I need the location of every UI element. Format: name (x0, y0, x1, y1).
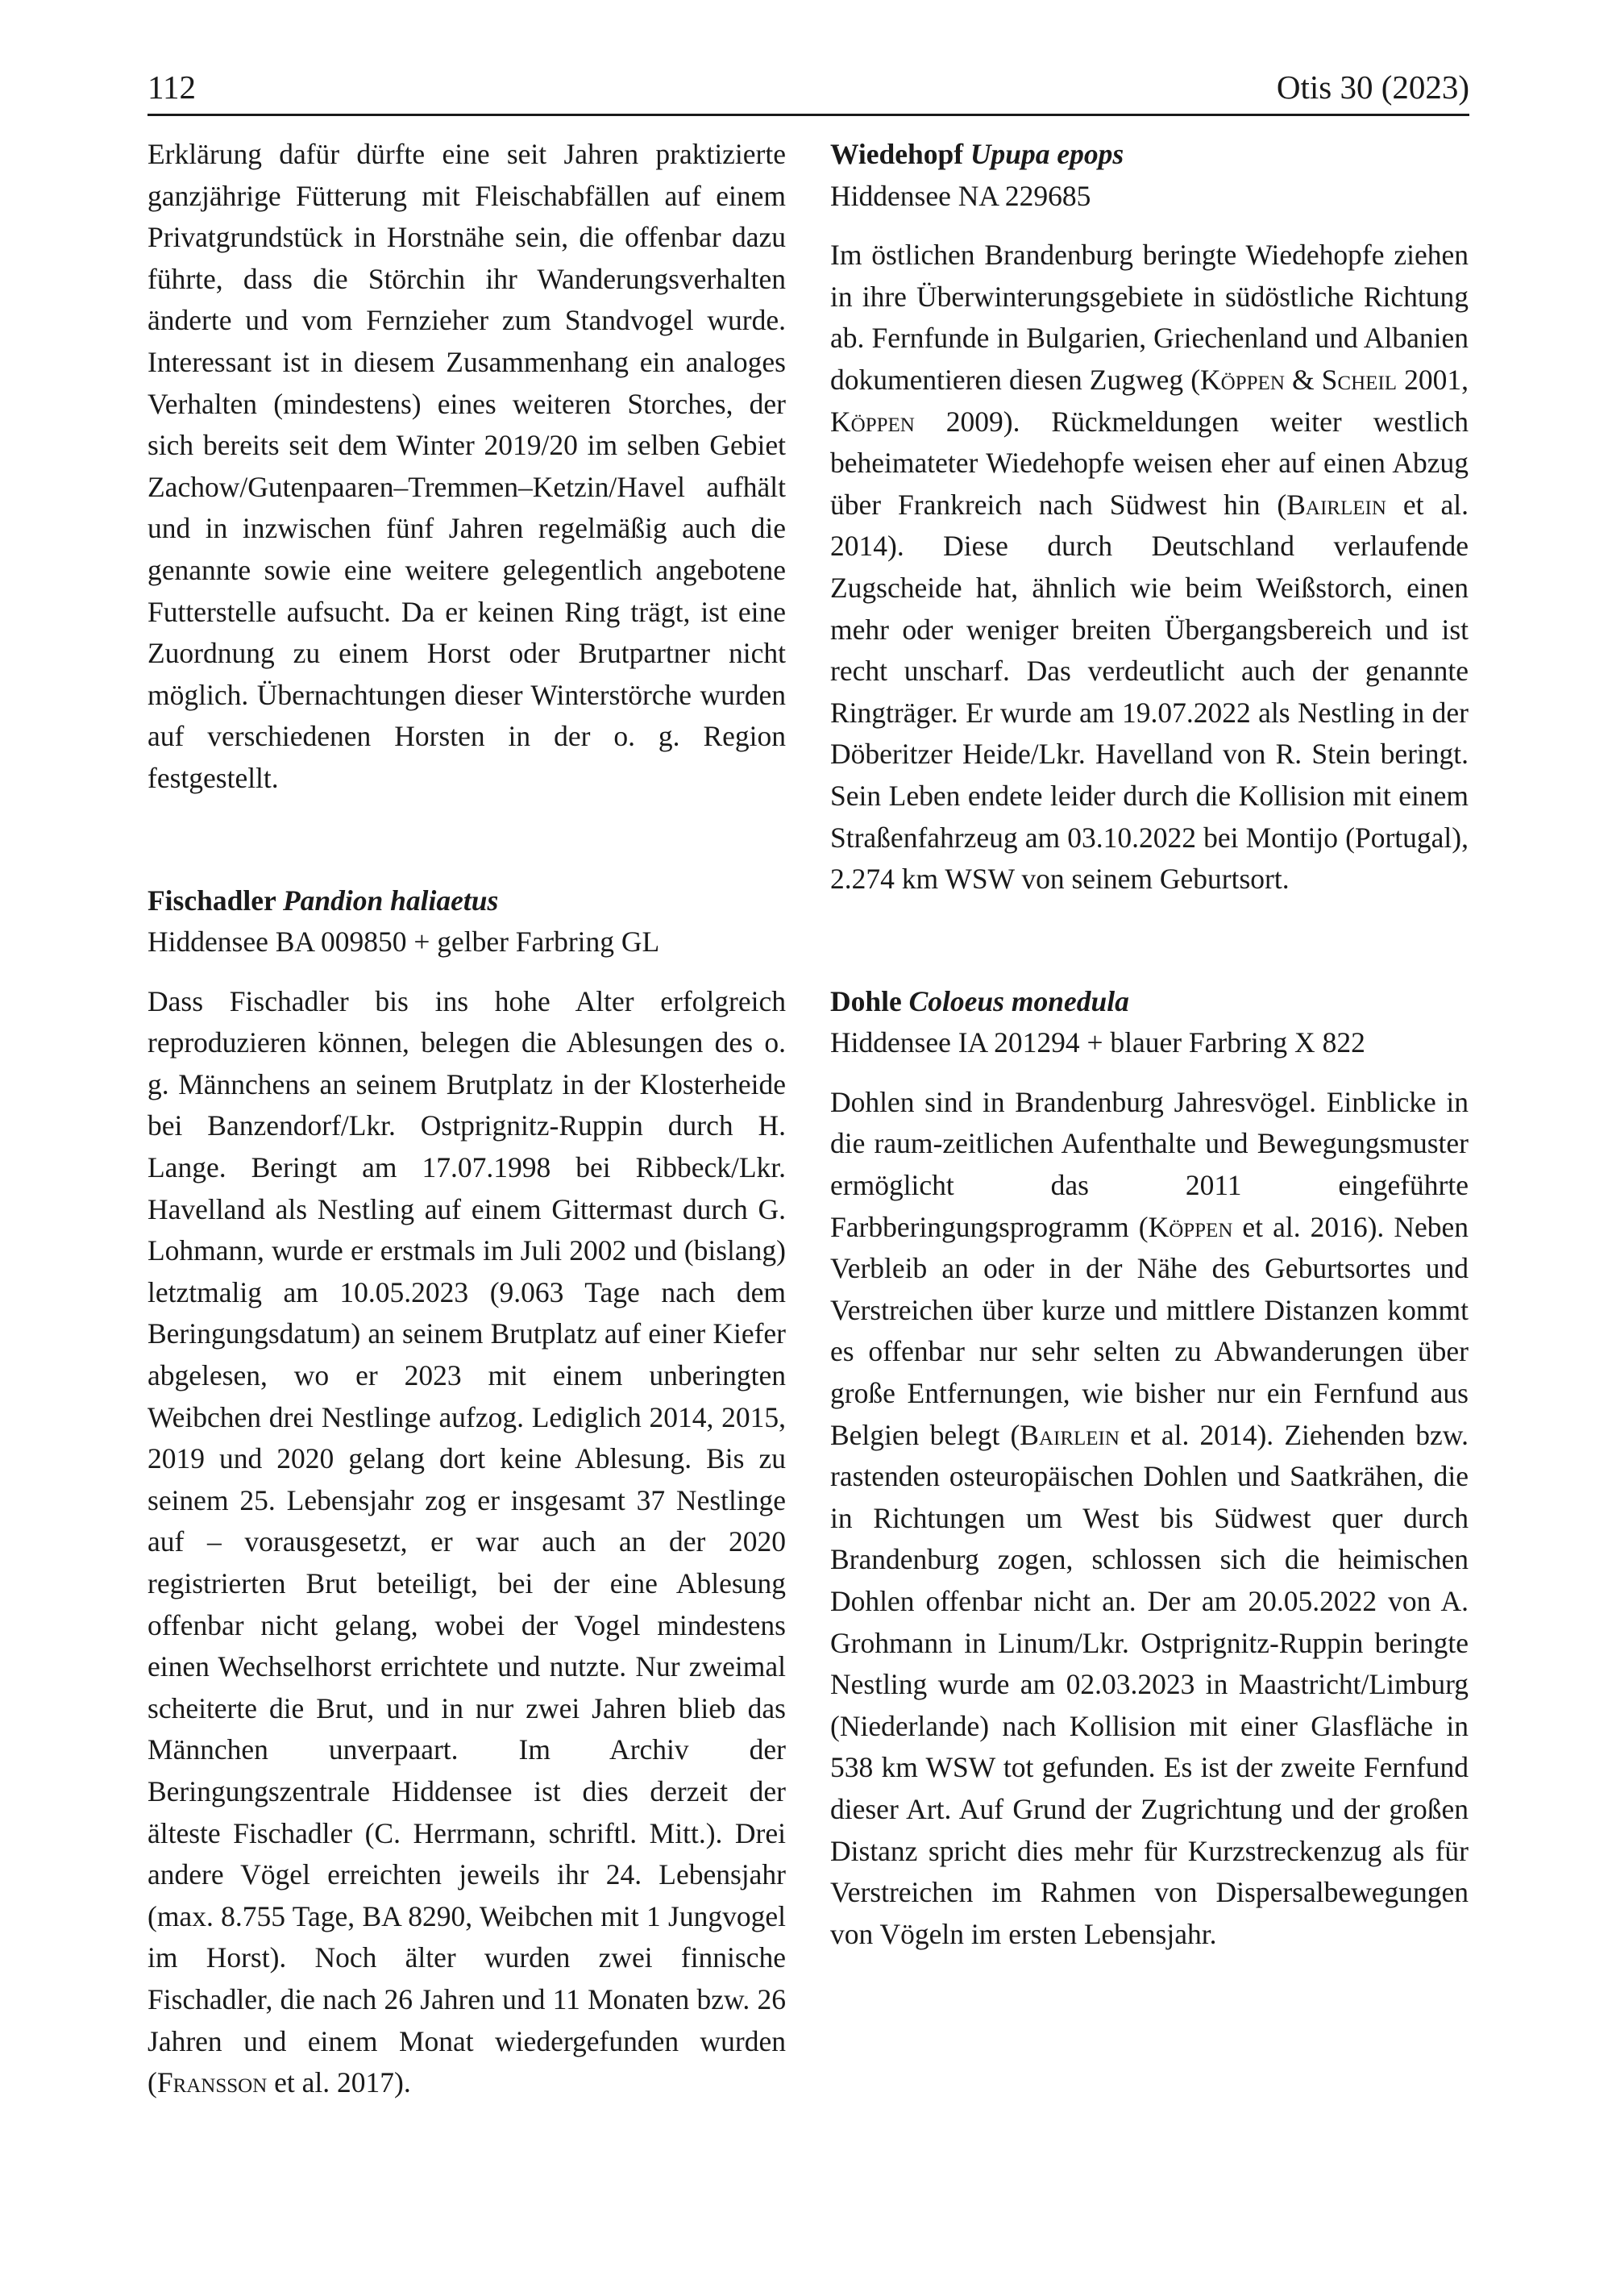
body-text: 2001, (1397, 363, 1469, 396)
scientific-name: Coloeus monedula (908, 984, 1129, 1017)
species-heading-osprey (147, 880, 786, 922)
paragraph-continuation: Erklärung dafür dürfte eine seit Jahren praktizierte ganzjährige Fütterung mit Fleischabfällen auf einem Privatgrundstück in Horstnähe sein, die offenbar dazu führte, dass die Störchin ihr Wanderungsverhalten änderte und vom Fernzieher zum Standvogel wurde. Interessant ist in diesem Zusammenhang ein analoges Verhalten (mindestens) eines weiteren Storches, der sich bereits seit dem Winter 2019/20 im selben Gebiet Zachow/Gutenpaaren–Tremmen–Ketzin/Havel aufhält und in inzwischen fünf Jahren regelmäßig auch die genannte sowie eine weitere gelegentlich angebotene Futterstelle aufsucht. Da er keinen Ring trägt, ist eine Zuordnung zu einem Horst oder Brutpartner nicht möglich. Übernachtungen dieser Winterstörche wurden auf verschiedenen Horsten in der o. g. Region festgestellt. (147, 138, 786, 794)
page-number: 112 (147, 69, 196, 106)
body-text: et al. 2016). Neben Verbleib an oder in der Nähe des Geburtsortes und Verstreichen über kurze und mittlere Distanzen kommt es offenbar nur sehr selten zu Abwanderungen über große Entfernungen, wie bisher nur ein Fernfund aus Belgien belegt ( (830, 1210, 1469, 1451)
citation-author: Köppen (1200, 363, 1285, 396)
citation-author: Fransson (156, 2066, 268, 2099)
species-heading-hoopoe (830, 134, 1469, 176)
body-text: et al. 2017). (267, 2066, 411, 2099)
ring-number: Hiddensee IA 201294 + blauer Farbring X 822 (830, 1026, 1365, 1059)
paragraph-hoopoe (830, 235, 1469, 901)
journal-title: Otis 30 (2023) (1276, 69, 1469, 106)
left-column (147, 134, 786, 2104)
body-text: Im östlichen Brandenburg beringte Wiedehopfe ziehen in ihre Überwinterungsgebiete in südöstliche Richtung ab. Fernfunde in Bulgarien, Griechenland und Albanien dokumentieren diesen Zugweg ( (830, 239, 1469, 396)
paragraph-osprey (147, 981, 786, 2104)
body-text: Dass Fischadler bis ins hohe Alter erfolgreich reproduzieren können, belegen die Ablesungen des o. g. Männchens an seinem Brutplatz in der Klosterheide bei Banzendorf/Lkr. Ostprignitz-Ruppin durch H. Lange. Beringt am 17.07.1998 bei Ribbeck/Lkr. Havelland als Nestling auf einem Gittermast durch G. Lohmann, wurde er erstmals im Juli 2002 und (bislang) letztmalig am 10.05.2023 (9.063 Tage nach dem Beringungsdatum) an seinem Brutplatz auf einer Kiefer abgelesen, wo er 2023 mit einem unberingten Weibchen drei Nestlinge aufzog. Lediglich 2014, 2015, 2019 und 2020 gelang dort keine Ablesung. Bis zu seinem 25. Lebensjahr zog er insgesamt 37 Nestlinge auf – vorausgesetzt, er war auch an der 2020 registrierten Brut beteiligt, bei der eine Ablesung offenbar nicht gelang, wobei der Vogel mindestens einen Wechselhorst errichtete und nutzte. Nur zweimal scheiterte die Brut, und in nur zwei Jahren blieb das Männchen unverpaart. Im Archiv der Beringungszentrale Hiddensee ist dies derzeit der älteste Fischadler (C. Herrmann, schriftl. Mitt.). Drei andere Vögel erreichten jeweils ihr 24. Lebensjahr (max. 8.755 Tage, BA 8290, Weibchen mit 1 Jungvogel im Horst). Noch älter wurden zwei finnische Fischadler, die nach 26 Jahren und 11 Monaten bzw. 26 Jahren und einem Monat wiedergefunden wurden ( (147, 984, 786, 2099)
body-text: et al. 2014). Diese durch Deutschland verlaufende Zugscheide hat, ähnlich wie beim Weißstorch, einen mehr oder weniger breiten Übergangsbereich und ist recht unscharf. Das verdeutlicht auch der genannte Ringträger. Er wurde am 19.07.2022 als Nestling in der Döberitzer Heide/Lkr. Havelland von R. Stein beringt. Sein Leben endete leider durch die Kollision mit einem Straßenfahrzeug am 03.10.2022 bei Montijo (Portugal), 2.274 km WSW von seinem Geburtsort. (830, 488, 1469, 896)
right-column (830, 134, 1469, 1955)
scientific-name: Upupa epops (970, 138, 1124, 170)
citation-author: Köppen (830, 405, 915, 438)
citation-author: Bairlein (1020, 1418, 1120, 1451)
citation-author: Bairlein (1286, 488, 1386, 521)
body-text: 2009). Rückmeldungen weiter westlich beheimateter Wiedehopfe weisen eher auf einen Abzug über Frankreich nach Südwest hin ( (830, 405, 1469, 521)
ring-number: Hiddensee BA 009850 + gelber Farbring GL (147, 925, 660, 959)
paragraph-jackdaw (830, 1082, 1469, 1955)
species-heading-jackdaw (830, 981, 1469, 1023)
citation-author: Scheil (1321, 363, 1398, 396)
body-text: & (1284, 363, 1322, 396)
scientific-name: Pandion haliaetus (282, 884, 499, 917)
citation-author: Köppen (1148, 1210, 1233, 1243)
common-name: Dohle (830, 984, 902, 1017)
ring-number: Hiddensee NA 229685 (830, 179, 1091, 212)
common-name: Fischadler (147, 884, 276, 917)
running-header (147, 63, 1469, 111)
header-rule (147, 114, 1469, 116)
common-name: Wiedehopf (830, 138, 964, 170)
body-text: et al. 2014). Ziehenden bzw. rastenden osteuropäischen Dohlen und Saatkrähen, die in Richtungen um West bis Südwest quer durch Brandenburg zogen, schlossen sich die heimischen Dohlen offenbar nicht an. Der am 20.05.2022 von A. Grohmann in Linum/Lkr. Ostprignitz-Ruppin beringte Nestling wurde am 02.03.2023 in Maastricht/Limburg (Niederlande) nach Kollision mit einer Glasfläche in 538 km WSW tot gefunden. Es ist der zweite Fernfund dieser Art. Auf Grund der Zugrichtung und der großen Distanz spricht dies mehr für Kurzstreckenzug als für Verstreichen im Rahmen von Dispersalbewegungen von Vögeln im ersten Lebensjahr. (830, 1418, 1469, 1950)
body-text: Dohlen sind in Brandenburg Jahresvögel. Einblicke in die raum-zeitlichen Aufenthalte und Bewegungsmuster ermöglicht das 2011 eingeführte Farbberingungsprogramm ( (830, 1085, 1469, 1243)
